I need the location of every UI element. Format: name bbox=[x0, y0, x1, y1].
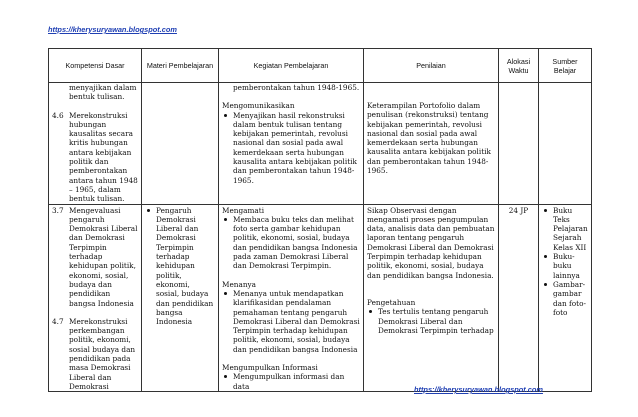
list-item: Pengaruh Demokrasi Liberal dan Demokrasi Terpimpin terhadap kehidupan politik, ekonomi, sosial, budaya dan pendidikan bangsa Indonesia bbox=[145, 206, 215, 327]
penilaian-heading: Pengetahuan bbox=[367, 297, 416, 307]
list-item: Buku-buku lainnya bbox=[542, 252, 588, 280]
kegiatan-heading: Mengomunikasikan bbox=[222, 101, 295, 111]
list-item: Menanya untuk mendapatkan klarifikasidan pendalaman pemahaman tentang pengaruh Demokrasi Liberal dan Demokrasi Terpimpin terhadap kehidupan politik, ekonomi, sosial, budaya dan pendidikan bangsa Indonesia bbox=[222, 289, 360, 354]
materi-cell bbox=[142, 204, 219, 392]
kd-number: 4.7 bbox=[52, 316, 64, 326]
rpp-table bbox=[48, 48, 592, 392]
header-penilaian: Penilaian bbox=[364, 49, 499, 83]
sumber-list bbox=[542, 206, 588, 318]
alokasi-value: 24 JP bbox=[508, 205, 529, 215]
kd-text: Mengevaluasi pengaruh Demokrasi Liberal dan Demokrasi Terpimpin terhadap kehidupan politik, ekonomi, sosial, budaya dan pendidikan bangsa Indonesia bbox=[69, 205, 138, 308]
kd-4-7 bbox=[52, 317, 138, 391]
alokasi-cell bbox=[499, 204, 539, 392]
kegiatan-heading: Menanya bbox=[222, 279, 257, 289]
sumber-cell bbox=[539, 83, 592, 205]
kd-continuation bbox=[52, 83, 138, 102]
kegiatan-cell bbox=[219, 83, 364, 205]
table-row bbox=[49, 83, 592, 205]
kegiatan-list bbox=[222, 372, 360, 391]
table-header-row bbox=[49, 49, 592, 83]
penilaian-list bbox=[367, 307, 495, 335]
penilaian-cell bbox=[364, 83, 499, 205]
header-sumber: Sumber Belajar bbox=[539, 49, 592, 83]
list-item: Membaca buku teks dan melihat foto serta gambar kehidupan politik, ekonomi, sosial, budaya dan pendidikan bangsa Indonesia pada zaman Demokrasi Liberal dan Demokrasi Terpimpin. bbox=[222, 215, 360, 271]
kegiatan-heading: Mengamati bbox=[222, 205, 265, 215]
penilaian-sikap: Sikap Observasi dengan mengamati proses pengumpulan data, analisis data dan pembuatan laporan tentang pengaruh Demokrasi Liberal dan Demokrasi Terpimpin terhadap kehidupan politik, ekonomi, sosial, budaya dan pendidikan bangsa Indonesia. bbox=[367, 205, 495, 280]
list-item: Gambar-gambar dan foto-foto bbox=[542, 280, 588, 317]
kd-number: 3.7 bbox=[52, 205, 64, 215]
header-alokasi: Alokasi Waktu bbox=[499, 49, 539, 83]
list-item: Tes tertulis tentang pengaruh Demokrasi Liberal dan Demokrasi Terpimpin terhadap bbox=[367, 307, 495, 335]
kegiatan-continuation: pemberontakan tahun 1948-1965. bbox=[233, 83, 360, 92]
kegiatan-list bbox=[222, 215, 360, 271]
table-row bbox=[49, 204, 592, 392]
kegiatan-heading: Mengumpulkan Informasi bbox=[222, 363, 318, 373]
materi-list bbox=[145, 206, 215, 327]
kd-4-6 bbox=[52, 111, 138, 204]
alokasi-cell bbox=[499, 83, 539, 205]
list-item: Menyajikan hasil rekonstruksi dalam bentuk tulisan tentang kebijakan pemerintah, revolusi nasional dan sosial pada awal kemerdekaan serta hubungan kausalita antara kebijakan politik dan pemberontakan tahun 1948-1965. bbox=[222, 111, 360, 185]
penilaian-text: Keterampilan Portofolio dalam penulisan (rekonstruksi) tentang kebijakan pemerintah, revolusi nasional dan sosial pada awal kemerdekaan serta hubungan kausalita antara kebijakan politik dan pemberontakan tahun 1948-1965. bbox=[367, 101, 491, 176]
materi-cell bbox=[142, 83, 219, 205]
kd-continuation-text: menyajikan dalam bentuk tulisan. bbox=[69, 83, 137, 102]
header-kegiatan: Kegiatan Pembelajaran bbox=[219, 49, 364, 83]
blog-link-top[interactable]: https://kherysuryawan.blogspot.com bbox=[48, 25, 177, 34]
sumber-cell bbox=[539, 204, 592, 392]
kd-number: 4.6 bbox=[52, 110, 64, 120]
kd-text: Merekonstruksi hubungan kausalitas secara kritis hubungan antara kebijakan politik dan pemberontakan antara tahun 1948 – 1965, dalam bentuk tulisan. bbox=[69, 110, 138, 204]
blog-link-bottom[interactable]: https://kherysuryawan.blogspot.com bbox=[414, 385, 543, 394]
kd-cell bbox=[49, 83, 142, 205]
kd-cell bbox=[49, 204, 142, 392]
kegiatan-list bbox=[222, 111, 360, 185]
kegiatan-cell bbox=[219, 204, 364, 392]
list-item: Mengumpulkan informasi dan data bbox=[222, 372, 360, 391]
kd-text: Merekonstruksi perkembangan politik, ekonomi, sosial budaya dan pendidikan pada masa Demokrasi Liberal dan Demokrasi bbox=[69, 316, 136, 391]
kd-3-7 bbox=[52, 206, 138, 308]
header-materi: Materi Pembelajaran bbox=[142, 49, 219, 83]
kegiatan-list bbox=[222, 289, 360, 354]
penilaian-cell bbox=[364, 204, 499, 392]
header-kompetensi: Kompetensi Dasar bbox=[49, 49, 142, 83]
list-item: Buku Teks Pelajaran Sejarah Kelas XII bbox=[542, 206, 588, 252]
